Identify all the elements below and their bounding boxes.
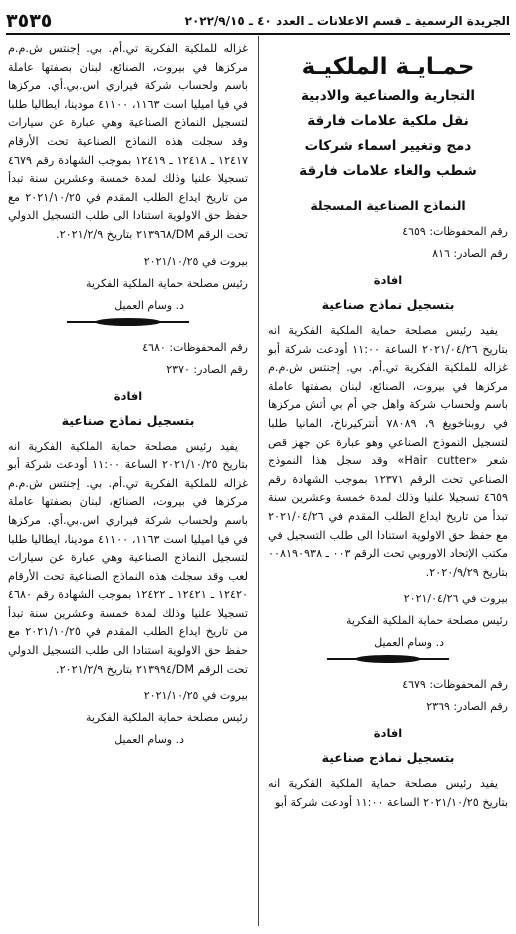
issued-number: رقم الصادر: ٨١٦ (432, 247, 508, 260)
notice-heading: بتسجيل نماذج صناعية (61, 412, 195, 428)
header-info: الجريدة الرسمية ـ قسم الاعلانات ـ العدد ٤٠ ـ ٢٠٢٢/٩/١٥ (184, 14, 510, 28)
left-column (8, 40, 248, 749)
deposits-number: رقم المحفوظات: ٤٦٧٩ (402, 678, 508, 692)
notice-heading: بتسجيل نماذج صناعية (321, 297, 455, 312)
notice-body-continuation: غزاله للملكية الفكرية تي.أم. بي. إجنتس ش.م.م مركزها في بيروت، الصنائع، لبنان بصفتها عاملة باسم ولحساب شركة فيراري اس.بي.أي. مركزها في فيا اميليا است ١١٦٣، ٤١١٠٠ مودينا، ايطاليا طلبا لتسجيل النماذج الصناعية وهي عبارة عن سيارات وقد سجلت هذه النماذج الصناعية تحت الأرقام ١٢٤١٧ ـ ١٢٤١٨ ـ ١٢٤١٩ بموجب الشهادة رقم ٤٦٧٩ تسجيلا علنيا وذلك لمدة خمسة وعشرين سنة تبدأ من تاريخ ايداع الطلب المقدم في ٢٠٢١/١٠/٢٥ مع حفظ حق الاولوية استنادا الى طلب التسجيل الدولي تحت الرقم DM/٢١٣٩٦٨ بتاريخ ٢٠٢١/٢/٩. (8, 42, 249, 241)
issued-number: رقم الصادر: ٢٣٦٩ (426, 700, 508, 714)
header-rule (6, 33, 510, 35)
notice-chief: رئيس مصلحة حماية الملكية الفكرية (85, 711, 248, 725)
deposits-number: رقم المحفوظات: ٤٦٥٩ (402, 225, 508, 238)
subtitle-4: شطب والغاء علامات فارقة (299, 163, 477, 179)
notice-label: افادة (373, 273, 403, 287)
notice-date: بيروت في ٢٠٢١/٠٤/٢٦ (403, 592, 508, 606)
notice-chief: رئيس مصلحة حماية الملكية الفكرية (85, 276, 248, 290)
notice-signatory: د. وسام العميل (114, 298, 184, 312)
notice-signatory: د. وسام العميل (114, 733, 184, 747)
notice-date: بيروت في ٢٠٢١/١٠/٢٥ (143, 689, 248, 703)
notice-date: بيروت في ٢٠٢١/١٠/٢٥ (143, 254, 248, 268)
notice-chief: رئيس مصلحة حماية الملكية الفكرية (345, 614, 508, 628)
issued-number: رقم الصادر: ٢٣٧٠ (166, 362, 248, 376)
notice-body: يفيد رئيس مصلحة حماية الملكية الفكرية انه بتاريخ ٢٠٢١/١٠/٢٥ الساعة ١١:٠٠ أودعت شركة أبو غزاله للملكية الفكرية تي.أم. بي. إجنتس ش.م.م مركزها في بيروت، الصنائع، لبنان بصفتها عاملة باسم ولحساب شركة فيراري اس.بي.أي. مركزها في فيا اميليا است ١١٦٣، ٤١١٠٠ مودينا، ايطاليا طلبا لتسجيل النماذج الصناعية وهي عبارة عن سيارات لعب وقد سجلت هذه النماذج الصناعية تحت الأرقام ١٢٤٢٠ ـ ١٢٤٢١ ـ ١٢٤٢٢ بموجب الشهادة رقم ٤٦٨٠ تسجيلا علنيا وذلك لمدة خمسة وعشرين سنة تبدأ من تاريخ ايداع الطلب المقدم في ٢٠٢١/١٠/٢٥ مع حفظ حق الاولوية استنادا الى طلب التسجيل الدولي تحت الرقم DM/٢١٣٩٩٤ بتاريخ ٢٠٢١/٢/٩. (8, 439, 249, 676)
section-heading: النماذج الصناعية المسجلة (310, 198, 466, 213)
page-header (6, 8, 510, 34)
subtitle-2: نقل ملكية علامات فارقة (307, 113, 469, 129)
section-main-title: حمـايـة الملكيـة (301, 54, 475, 80)
notice-label: افادة (113, 388, 143, 403)
notice-body: يفيد رئيس مصلحة حماية الملكية الفكرية انه بتاريخ ٢٠٢١/١٠/٢٥ الساعة ١١:٠٠ أودعت شركة أبو (268, 777, 508, 809)
page-number: ٣٥٣٥ (6, 10, 53, 32)
notice-heading: بتسجيل نماذج صناعية (321, 750, 455, 766)
deposits-number: رقم المحفوظات: ٤٦٨٠ (142, 340, 248, 354)
column-divider (258, 36, 259, 926)
entry-divider (268, 658, 508, 660)
notice-signatory: د. وسام العميل (374, 636, 444, 650)
subtitle-1: التجارية والصناعية والادبية (300, 88, 476, 104)
notice-body: يفيد رئيس مصلحة حماية الملكية الفكرية انه بتاريخ ٢٠٢١/٠٤/٢٦ الساعة ١١:٠٠ أودعت شركة أبو غزاله للملكية الفكرية تي.أم. بي. إجنتس ش.م.م مركزها في بيروت، الصنائع، لبنان بصفتها عاملة باسم ولحساب شركة واهل جي أم بي أتش مركزها في روبناخويغ ٩، ٧٨٠٨٩ أنتركيرناخ، المانيا طلبا لتسجيل النموذج الصناعي وهو عبارة عن جهز قص شعر «Hair cutter» وقد سجل هذا النموذج الصناعي تحت الرقم ١٢٣٧١ بموجب الشهادة رقم ٤٦٥٩ تسجيلا علنيا وذلك لمدة خمسة وعشرين سنة تبدأ من تاريخ ايداع الطلب المقدم في ٢٠٢١/٠٤/٢٦ مع حفظ حق الاولوية استنادا الى طلب التسجيل في مكتب الإتحاد الاوروبي تحت الرقم ٠٠٣ ـ ٠٠٨١٩٠٩٣٨ بتاريخ ٢٠٢٠/٩/٢٩. (268, 324, 509, 579)
subtitle-3: دمج وتغيير اسماء شركات (304, 138, 472, 154)
right-column (268, 40, 508, 813)
notice-label: افادة (373, 726, 403, 741)
entry-divider (8, 321, 248, 323)
